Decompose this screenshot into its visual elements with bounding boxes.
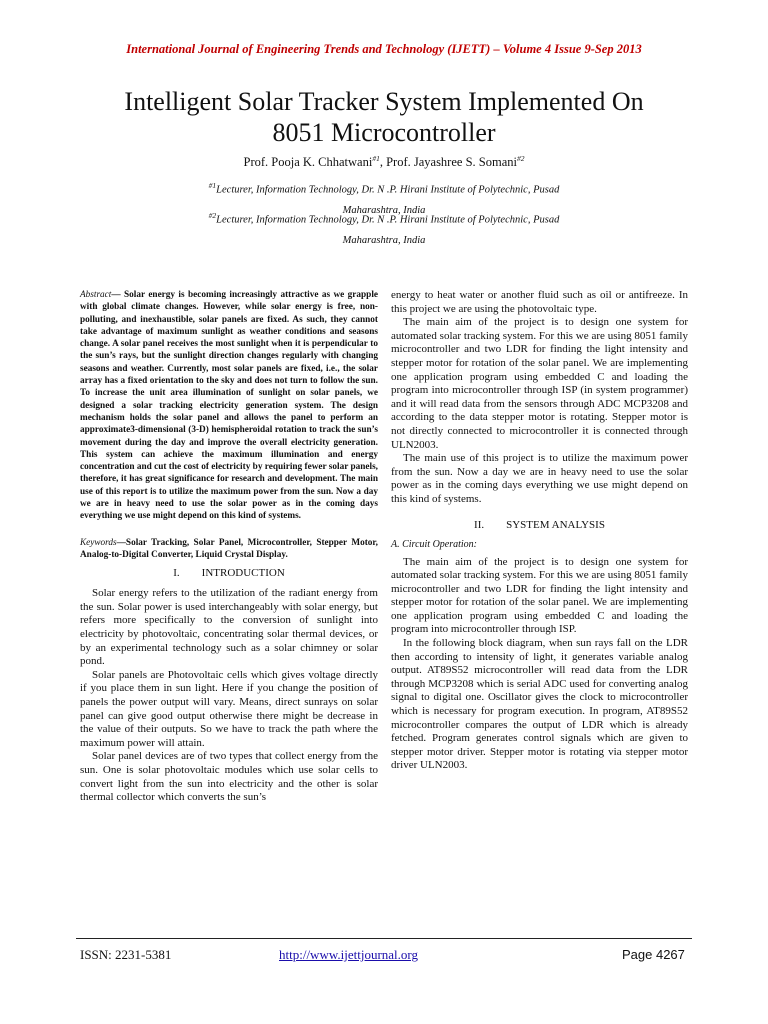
author-1: Prof. Pooja K. Chhatwani [243, 155, 373, 170]
footer-journal-link[interactable]: http://www.ijettjournal.org [279, 947, 419, 962]
abstract-label: Abstract [80, 290, 112, 300]
intro-paragraph-3: Solar panel devices are of two types that collect energy from the sun. One is solar photovoltaic modules which use solar cells to convert light from the sun into electricity and the other is solar thermal collector which converts the sun’s [80, 750, 378, 804]
aim-paragraph: The main aim of the project is to design one system for automated solar tracking system. For this we are using 8051 family microcontroller and two LDR for finding the light intensity and stepper motor for rotation of the solar panel. We are implementing one application program using embedded C and loading the program into microcontroller through ISP (in system programmer) and it will read data from the sensors through ADC MCP3208 and according to the data stepper motor is rotating. Stepper motor is not directly connected to microcontroller it is connected through ULN2003. [391, 316, 688, 451]
system-paragraph-1: The main aim of the project is to design one system for automated solar tracking system. For this we are using 8051 family microcontroller and two LDR for finding the light intensity and stepper motor for rotation of the solar panel. We are implementing one application program using embedded C and loading the program into microcontroller through ISP. [391, 555, 688, 636]
affiliation-1-sup: #1 [208, 181, 217, 190]
authors [0, 154, 768, 170]
use-paragraph: The main use of this project is to utilize the maximum power from the sun. Now a day we are in heavy need to use the solar power as in the coming days everything we use might depend on this kind of systems. [391, 452, 688, 505]
introduction-body [80, 587, 378, 805]
abstract-text: — Solar energy is becoming increasingly attractive as we grapple with global climate changes. However, while solar energy is free, non-polluting, and inexhaustible, solar panels are fixed. As such, they cannot take advantage of maximum sunlight as weather conditions and seasons change. A solar panel receives the most sunlight when it is perpendicular to the sun’s rays, but the sunlight direction changes regularly with changing seasons and weather. Currently, most solar panels are fixed, i.e., the solar array has a fixed orientation to the sky and does not turn to follow the sun. To increase the unit area illumination of sunlight on solar panels, we designed a solar tracking electricity generation system. The design mechanism holds the solar panel and allows the panel to perform an approximate3-dimensional (3-D) hemispheroidal rotation to track the sun’s movement during the day and improve the overall electricity generation. This system can achieve the maximum illumination and energy concentration and cut the cost of electricity by requiring fewer solar panels, therefore, it has great significance for research and development. The main use of this report is to utilize the maximum power from the sun. Now a day we are in heavy need to use the solar power as in the coming days everything we use might depend on this kind of systems. [80, 290, 378, 522]
keywords [80, 537, 378, 562]
affiliation-2 [100, 206, 668, 251]
right-column-body [391, 289, 688, 507]
affiliation-2-sup: #2 [208, 211, 217, 220]
abstract [80, 289, 378, 523]
section-2-title: SYSTEM ANALYSIS [506, 518, 605, 531]
intro-paragraph-2: Solar panels are Photovoltaic cells which gives voltage directly if you place them in sun light. Here if you change the position of panels the power output will vary. Means, direct sunrays on solar panel can give good output otherwise there might be decrease in the value of their outputs. So we have to track the path where the maximum power will attain. [80, 668, 378, 749]
journal-header: International Journal of Engineering Trends and Technology (IJETT) – Volume 4 Issue 9-Sep 2013 [126, 42, 642, 56]
footer-issn: ISSN: 2231-5381 [80, 947, 172, 962]
author-2: Prof. Jayashree S. Somani [386, 155, 517, 170]
section-2-number: II. [474, 518, 485, 531]
section-heading-introduction [80, 567, 378, 579]
keywords-text: —Solar Tracking, Solar Panel, Microcontroller, Stepper Motor, Analog-to-Digital Converter, Liquid Crystal Display. [80, 537, 378, 560]
system-analysis-body [391, 556, 688, 774]
intro-paragraph-1: Solar energy refers to the utilization of the radiant energy from the sun. Solar power is used interchangeably with solar energy, but refers more specifically to the conversion of sunlight into electricity by photovoltaic, concentrating solar thermal devices, or by an experimental technology such as a solar chimney or solar pond. [80, 587, 378, 668]
paper-title [60, 86, 708, 148]
section-heading-system-analysis [391, 519, 688, 531]
footer-divider [76, 938, 692, 939]
title-line-1: Intelligent Solar Tracker System Implemented On [124, 87, 644, 116]
author-1-sup: #1 [372, 154, 380, 163]
affiliation-2-line2: Maharashtra, India [342, 234, 426, 246]
section-1-number: I. [173, 567, 180, 580]
author-2-sup: #2 [516, 154, 525, 163]
author-separator: , [379, 155, 387, 170]
left-column [80, 289, 378, 805]
affiliation-1-line1: Lecturer, Information Technology, Dr. N .P. Hirani Institute of Polytechnic, Pusad [216, 184, 560, 196]
section-1-title: INTRODUCTION [201, 567, 285, 580]
subsection-heading-circuit-operation: A. Circuit Operation: [391, 538, 478, 550]
footer-page-number: Page 4267 [622, 947, 685, 962]
right-column [391, 289, 688, 773]
affiliation-1-line2: Maharashtra, India [342, 204, 426, 216]
system-paragraph-2: In the following block diagram, when sun rays fall on the LDR then according to intensity of light, it generates variable analog output. AT89S52 microcontroller will read data from the LDR through MCP3208 which is serial ADC used for converting analog signal to digital one. Oscillator gives the clock to microcontroller which is necessary for program execution. In program, AT89S52 microcontroller compares the output of LDR which is already fetched. Program generates control signals which are given to stepper motor driver. Stepper motor is rotating via stepper motor driver ULN2003. [391, 637, 688, 772]
keywords-label: Keywords [80, 537, 117, 548]
title-line-2: 8051 Microcontroller [272, 118, 496, 147]
affiliation-2-line1: Lecturer, Information Technology, Dr. N .P. Hirani Institute of Polytechnic, Pusad [216, 214, 560, 226]
intro-continuation: energy to heat water or another fluid such as oil or antifreeze. In this project we are using the photovoltaic type. [391, 289, 688, 315]
